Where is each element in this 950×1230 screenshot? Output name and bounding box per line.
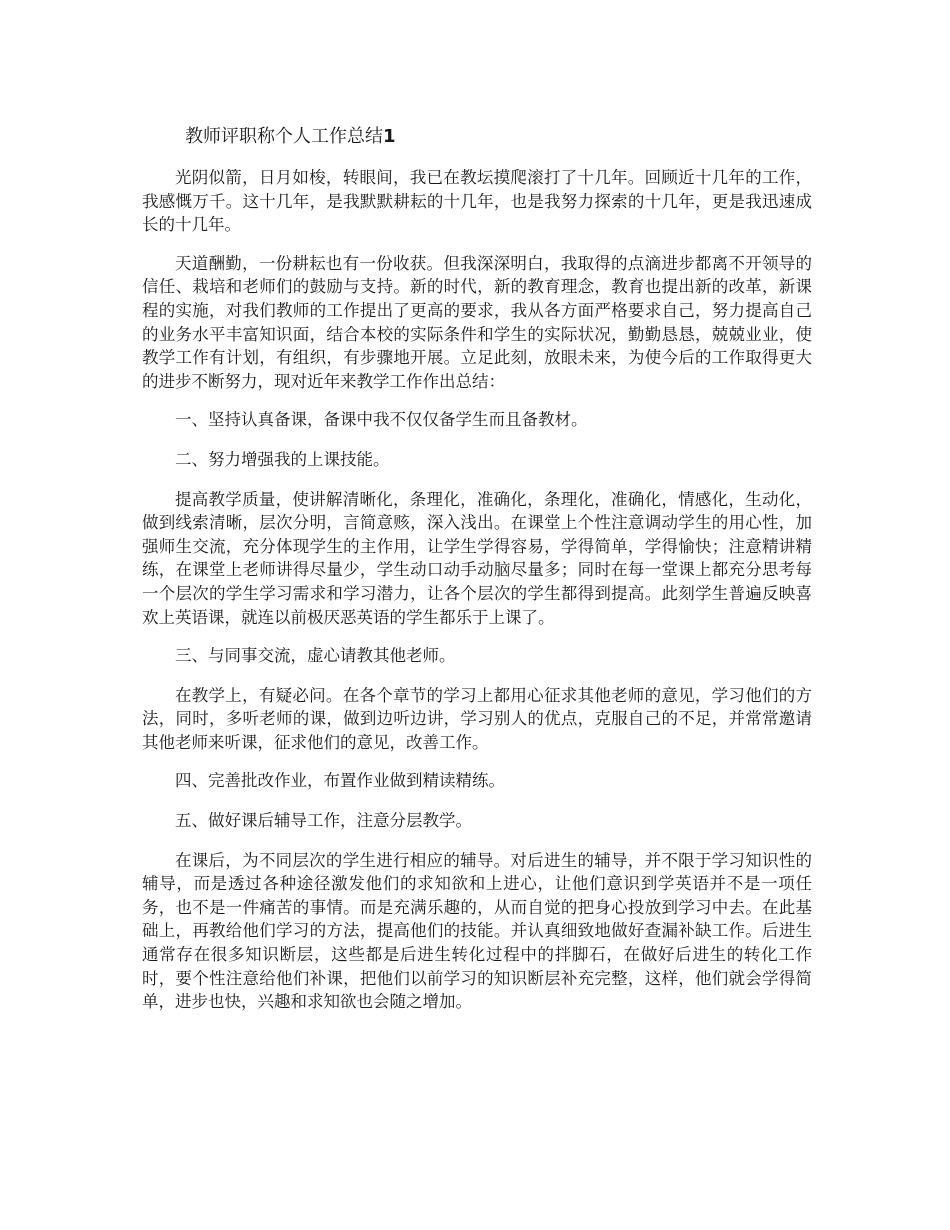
title-number: 1 (383, 126, 396, 147)
section-heading-1: 一、坚持认真备课，备课中我不仅仅备学生而且备教材。 (175, 410, 588, 430)
paragraph-section-3: 在教学上，有疑必问。在各个章节的学习上都用心征求其他老师的意见，学习他们的方法，同时，多听老师的课，做到边听边讲，学习别人的优点，克服自己的不足，并常常邀请其他老师来听课，征求他们的意见，改善工作。 (142, 685, 812, 752)
paragraph-section-2: 提高教学质量，使讲解清晰化，条理化，准确化，条理化，准确化，情感化，生动化，做到线索清晰，层次分明，言简意赅，深入浅出。在课堂上个性注意调动学生的用心性，加强师生交流，充分体现学生的主作用，让学生学得容易，学得简单，学得愉快；注意精讲精练，在课堂上老师讲得尽量少，学生动口动手动脑尽量多；同时在每一堂课上都充分思考每一个层次的学生学习需求和学习潜力，让各个层次的学生都得到提高。此刻学生普遍反映喜欢上英语课，就连以前极厌恶英语的学生都乐于上课了。 (142, 489, 812, 627)
section-heading-3: 三、与同事交流，虚心请教其他老师。 (175, 646, 456, 666)
paragraph-intro: 光阴似箭，日月如梭，转眼间，我已在教坛摸爬滚打了十几年。回顾近十几年的工作，我感慨万千。这十几年，是我默默耕耘的十几年，也是我努力探索的十几年，更是我迅速成长的十几年。 (142, 168, 812, 235)
section-heading-4: 四、完善批改作业，布置作业做到精读精练。 (175, 771, 505, 791)
paragraph-section-5: 在课后，为不同层次的学生进行相应的辅导。对后进生的辅导，并不限于学习知识性的辅导，而是透过各种途径激发他们的求知欲和上进心，让他们意识到学英语并不是一项任务，也不是一件痛苦的事情。而是充满乐趣的，从而自觉的把身心投放到学习中去。在此基础上，再教给他们学习的方法，提高他们的技能。并认真细致地做好查漏补缺工作。后进生通常存在很多知识断层，这些都是后进生转化过程中的拌脚石，在做好后进生的转化工作时，要个性注意给他们补课，把他们以前学习的知识断层补充完整，这样，他们就会学得简单，进步也快，兴趣和求知欲也会随之增加。 (142, 850, 812, 1012)
document-body (142, 166, 812, 1029)
title-text: 教师评职称个人工作总结 (185, 126, 383, 147)
document-title (185, 124, 396, 150)
section-heading-5: 五、做好课后辅导工作，注意分层教学。 (175, 811, 472, 831)
section-heading-2: 二、努力增强我的上课技能。 (175, 449, 390, 469)
paragraph-overview: 天道酬勤，一份耕耘也有一份收获。但我深深明白，我取得的点滴进步都离不开领导的信任、栽培和老师们的鼓励与支持。新的时代，新的教育理念，教育也提出新的改革，新课程的实施，对我们教师的工作提出了更高的要求，我从各方面严格要求自己，努力提高自己的业务水平丰富知识面，结合本校的实际条件和学生的实际状况，勤勤恳恳，兢兢业业，使教学工作有计划，有组织，有步骤地开展。立足此刻，放眼未来，为使今后的工作取得更大的进步不断努力，现对近年来教学工作作出总结： (142, 253, 812, 391)
